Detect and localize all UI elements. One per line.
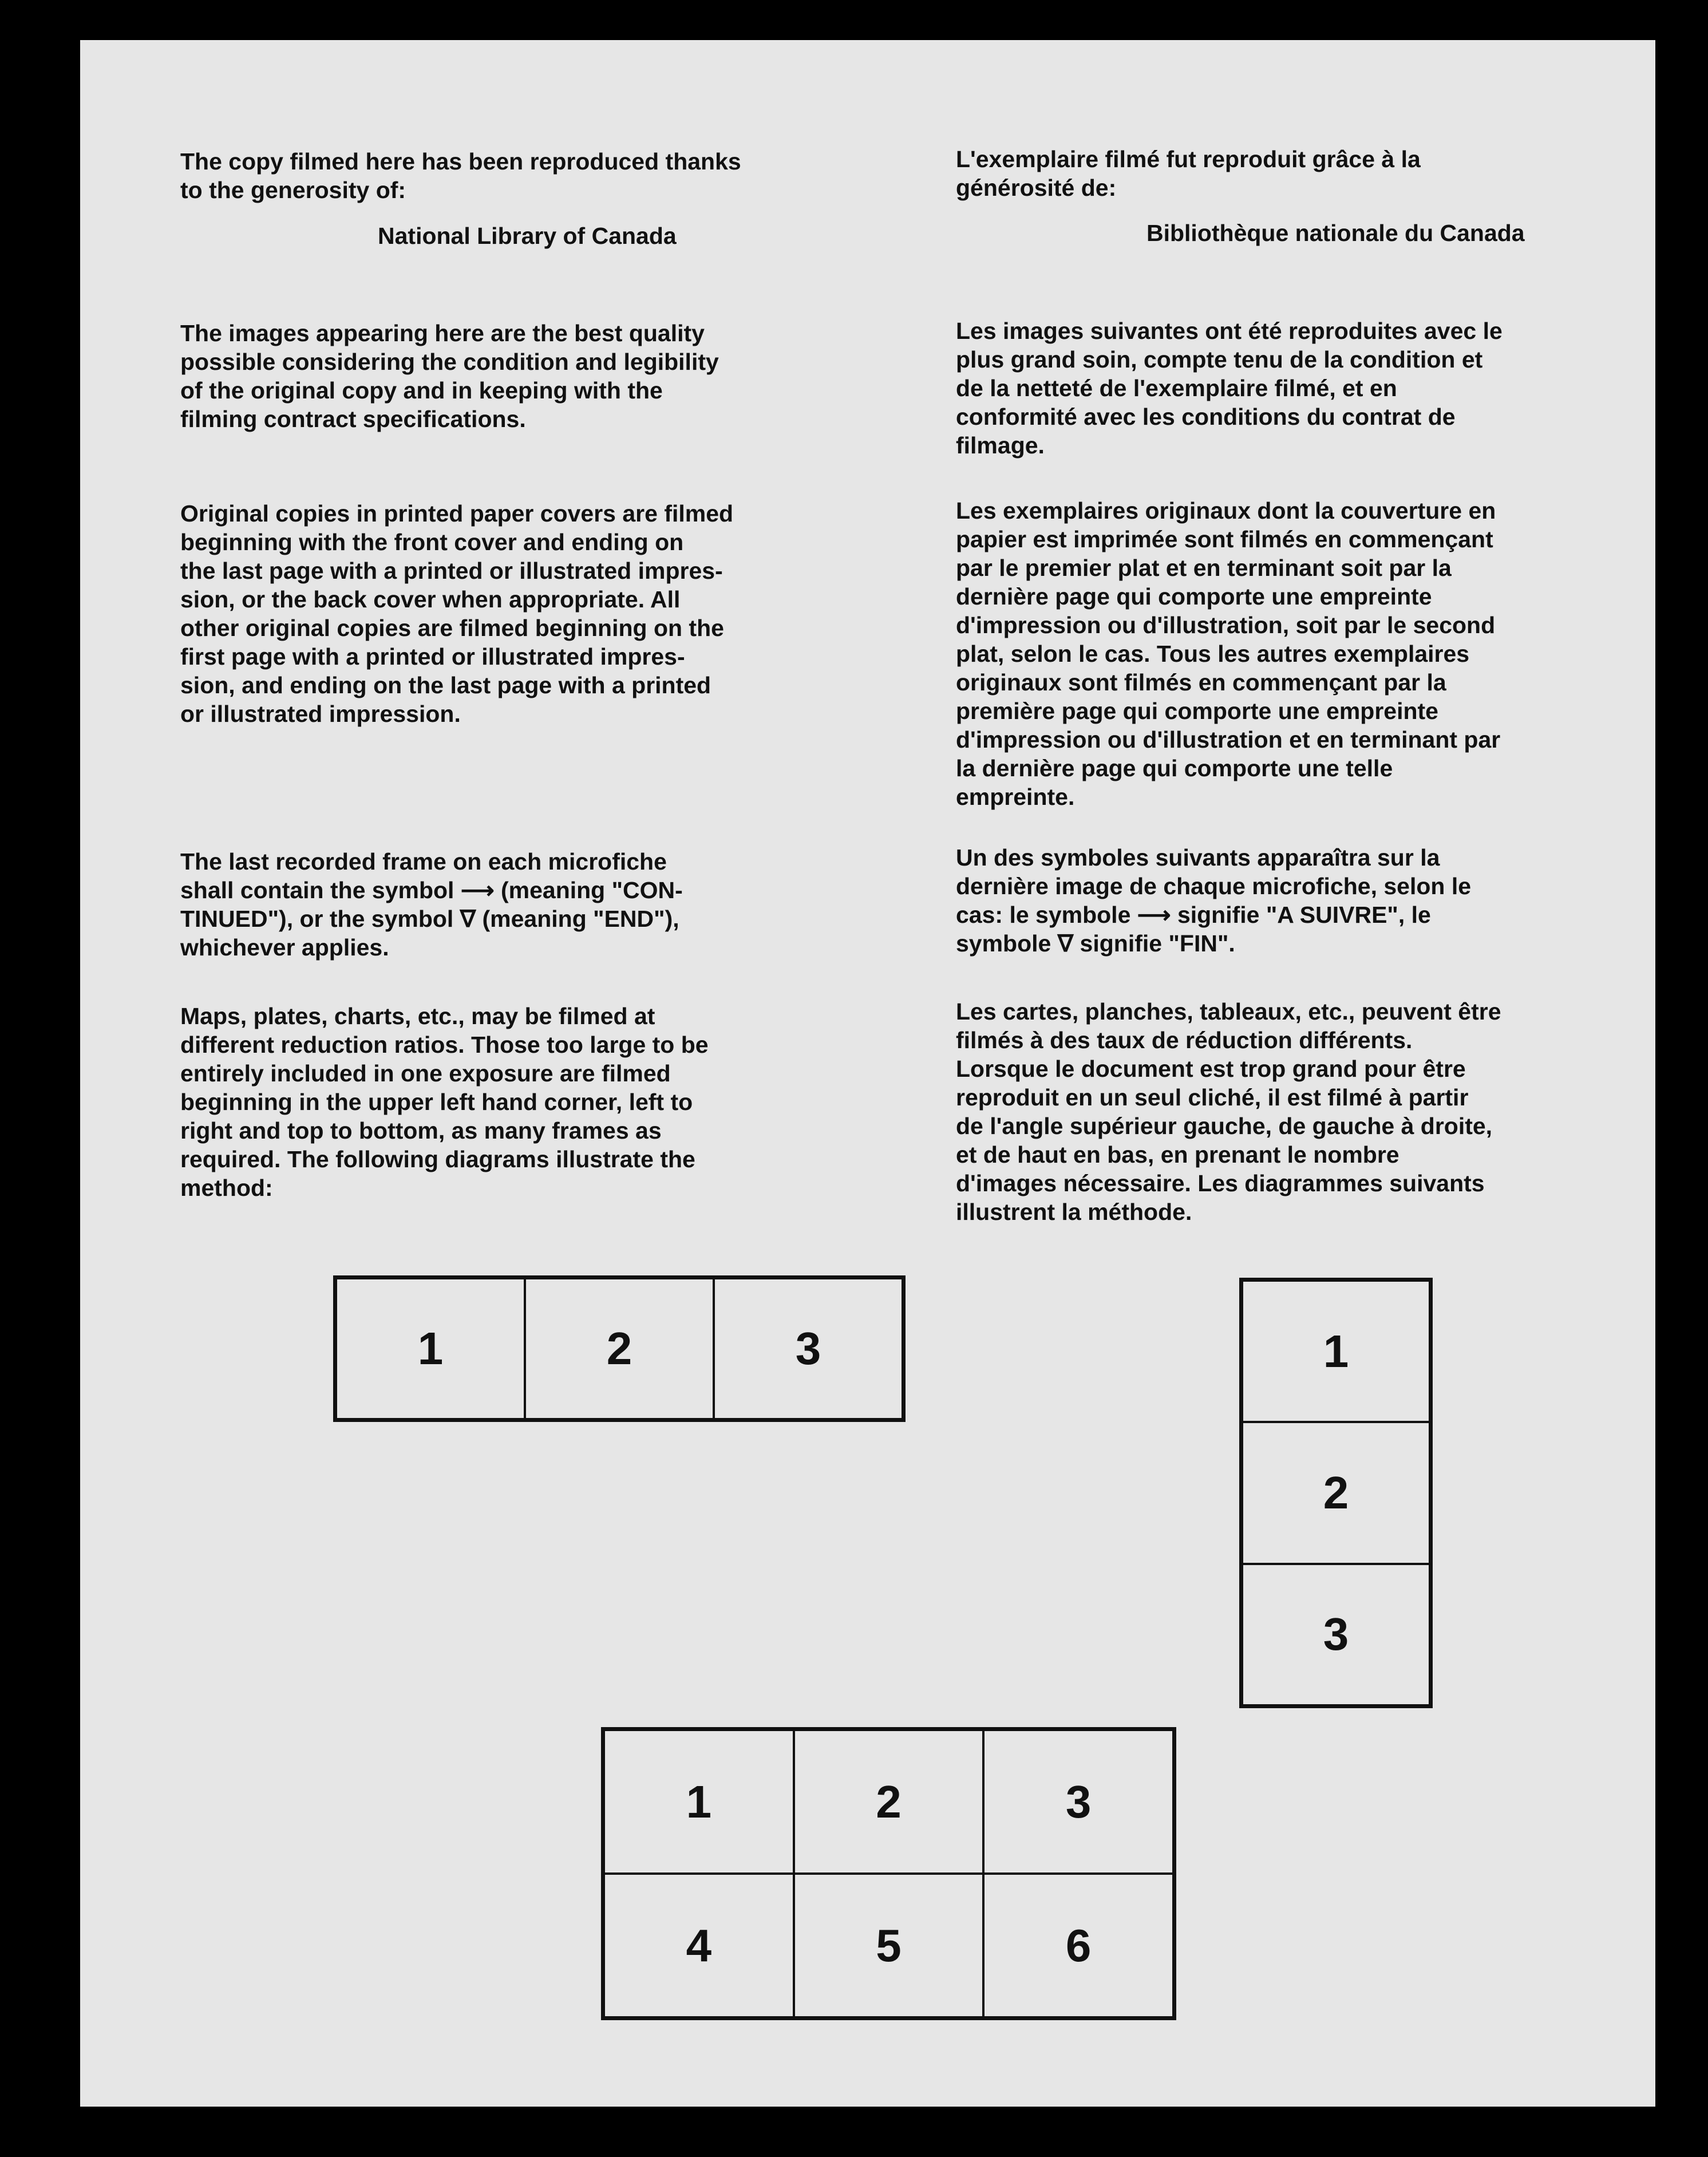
grid-frame-diagram bbox=[601, 1727, 1176, 2020]
vertical-frame-diagram bbox=[1239, 1278, 1433, 1708]
frame-cell: 1 bbox=[604, 1730, 794, 1874]
english-institution: National Library of Canada bbox=[378, 223, 677, 249]
frame-cell: 2 bbox=[1242, 1422, 1430, 1563]
french-institution: Bibliothèque nationale du Canada bbox=[1146, 220, 1525, 246]
frame-cell: 3 bbox=[1242, 1564, 1430, 1705]
horizontal-frame-diagram bbox=[333, 1275, 906, 1422]
frame-cell: 3 bbox=[983, 1730, 1173, 1874]
french-originals-note: Les exemplaires originaux dont la couverture en papier est imprimée sont filmés en commençant par le premier plat et en terminant soit par la dernière page qui comporte une empreinte d'impression ou d'illustration, soit par le second plat, selon le cas. Tous les autres exemplaires originaux sont filmés en commençant par la première page qui comporte une empreinte d'impression ou d'illustration et en terminant par la dernière page qui comporte une telle empreinte. bbox=[956, 497, 1501, 810]
english-quality-note: The images appearing here are the best quality possible considering the condition and legibility of the original copy and in keeping with the filming contract specifications. bbox=[180, 320, 719, 432]
frame-cell: 2 bbox=[525, 1278, 714, 1419]
frame-cell: 5 bbox=[794, 1874, 984, 2017]
document-page bbox=[80, 40, 1655, 2107]
french-maps-note: Les cartes, planches, tableaux, etc., peuvent être filmés à des taux de réduction différents. Lorsque le document est trop grand pour être reproduit en un seul cliché, il est filmé à partir de l'angle supérieur gauche, de gauche à droite, et de haut en bas, en prenant le nombre d'images nécessaire. Les diagrammes suivants illustrent la méthode. bbox=[956, 998, 1501, 1225]
frame-cell: 4 bbox=[604, 1874, 794, 2017]
english-symbols-note: The last recorded frame on each microfiche shall contain the symbol ⟶ (meaning "CON- TINUED"), or the symbol ∇ (meaning "END"), whichever applies. bbox=[180, 848, 683, 961]
french-intro: L'exemplaire filmé fut reproduit grâce à la générosité de: bbox=[956, 146, 1421, 201]
english-originals-note: Original copies in printed paper covers are filmed beginning with the front cover and ending on the last page with a printed or illustrated impres- sion, or the back cover when appropriate. All other original copies are filmed beginning on the first page with a printed or illustrated impres- sion, and ending on the last page with a printed or illustrated impression. bbox=[180, 500, 734, 727]
english-maps-note: Maps, plates, charts, etc., may be filmed at different reduction ratios. Those too large to be entirely included in one exposure are filmed beginning in the upper left hand corner, left to right and top to bottom, as many frames as required. The following diagrams illustrate the method: bbox=[180, 1003, 709, 1201]
frame-cell: 2 bbox=[794, 1730, 984, 1874]
frame-cell: 6 bbox=[983, 1874, 1173, 2017]
french-quality-note: Les images suivantes ont été reproduites avec le plus grand soin, compte tenu de la condition et de la netteté de l'exemplaire filmé, et en conformité avec les conditions du contrat de filmage. bbox=[956, 318, 1503, 459]
french-symbols-note: Un des symboles suivants apparaîtra sur la dernière image de chaque microfiche, selon le cas: le symbole ⟶ signifie "A SUIVRE", le symbole ∇ signifie "FIN". bbox=[956, 844, 1472, 957]
frame-cell: 1 bbox=[336, 1278, 525, 1419]
english-intro: The copy filmed here has been reproduced thanks to the generosity of: bbox=[180, 148, 741, 203]
frame-cell: 1 bbox=[1242, 1281, 1430, 1422]
frame-cell: 3 bbox=[714, 1278, 903, 1419]
